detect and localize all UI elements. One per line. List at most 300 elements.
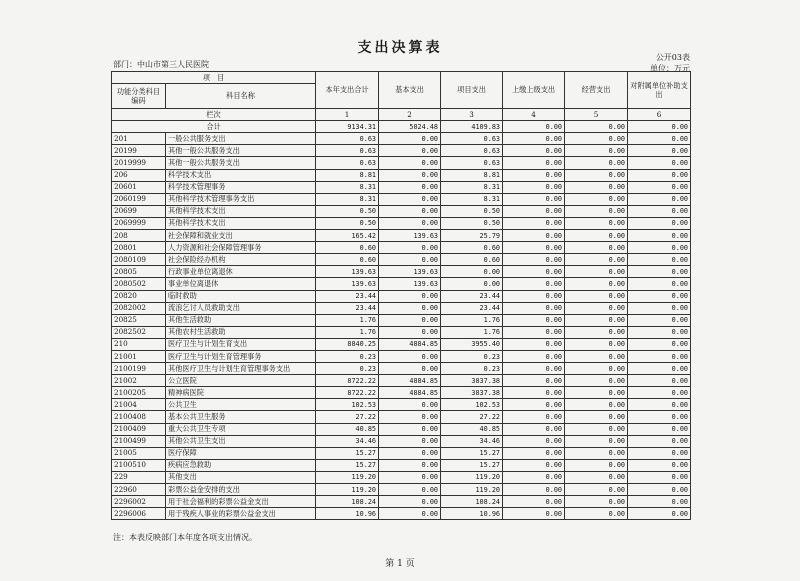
table-row <box>112 387 691 399</box>
row-value: 0.00 <box>628 266 691 278</box>
row-value: 0.00 <box>503 471 565 483</box>
row-value: 8722.22 <box>316 375 379 387</box>
total-value: 0.00 <box>565 121 628 133</box>
row-name: 其他医疗卫生与计划生育管理事务支出 <box>166 363 316 375</box>
row-code: 2082502 <box>112 326 166 338</box>
row-value: 0.00 <box>503 326 565 338</box>
row-value: 23.44 <box>316 302 379 314</box>
row-name: 重大公共卫生专项 <box>166 423 316 435</box>
row-value: 0.00 <box>503 145 565 157</box>
table-row <box>112 230 691 242</box>
row-value: 8840.25 <box>316 338 379 350</box>
row-value: 0.00 <box>628 435 691 447</box>
row-value: 102.53 <box>316 399 379 411</box>
header-col-2: 基本支出 <box>379 72 441 109</box>
col-number: 3 <box>441 109 503 121</box>
row-value: 0.00 <box>628 411 691 423</box>
row-value: 0.00 <box>503 411 565 423</box>
row-value: 139.63 <box>316 266 379 278</box>
row-value: 8.31 <box>316 181 379 193</box>
row-value: 0.00 <box>441 266 503 278</box>
row-value: 0.00 <box>565 435 628 447</box>
row-value: 139.63 <box>316 278 379 290</box>
row-value: 0.00 <box>503 338 565 350</box>
department-label: 部门：中山市第三人民医院 <box>113 60 209 69</box>
row-value: 0.00 <box>503 181 565 193</box>
row-name: 其他一般公共服务支出 <box>166 145 316 157</box>
row-value: 15.27 <box>441 459 503 471</box>
row-value: 0.00 <box>628 387 691 399</box>
row-value: 0.60 <box>316 254 379 266</box>
row-value: 0.00 <box>565 471 628 483</box>
row-value: 0.00 <box>379 508 441 520</box>
row-value: 0.00 <box>379 484 441 496</box>
row-value: 0.00 <box>379 459 441 471</box>
row-code: 21002 <box>112 375 166 387</box>
row-value: 0.50 <box>316 217 379 229</box>
header-col-6: 对附属单位补助支出 <box>628 72 691 109</box>
table-row <box>112 290 691 302</box>
row-value: 139.63 <box>379 230 441 242</box>
row-value: 0.00 <box>379 496 441 508</box>
row-value: 0.50 <box>441 217 503 229</box>
header-name: 科目名称 <box>166 84 316 109</box>
row-value: 0.23 <box>441 363 503 375</box>
row-value: 0.00 <box>379 157 441 169</box>
row-value: 10.96 <box>441 508 503 520</box>
row-value: 0.00 <box>628 314 691 326</box>
row-value: 0.00 <box>628 508 691 520</box>
col-number: 2 <box>379 109 441 121</box>
row-code: 2082002 <box>112 302 166 314</box>
table-row <box>112 435 691 447</box>
row-value: 0.00 <box>628 242 691 254</box>
row-value: 25.79 <box>441 230 503 242</box>
table-row <box>112 326 691 338</box>
row-name: 其他公共卫生支出 <box>166 435 316 447</box>
table-row <box>112 459 691 471</box>
row-value: 0.00 <box>379 363 441 375</box>
row-value: 8.31 <box>441 193 503 205</box>
row-value: 0.00 <box>503 133 565 145</box>
row-value: 15.27 <box>316 459 379 471</box>
row-value: 0.00 <box>379 326 441 338</box>
row-name: 医疗卫生与计划生育支出 <box>166 338 316 350</box>
row-value: 0.00 <box>565 496 628 508</box>
row-value: 165.42 <box>316 230 379 242</box>
row-value: 1.76 <box>441 326 503 338</box>
row-code: 2100409 <box>112 423 166 435</box>
row-value: 0.00 <box>565 278 628 290</box>
table-row <box>112 242 691 254</box>
row-code: 210 <box>112 338 166 350</box>
row-name: 基本公共卫生服务 <box>166 411 316 423</box>
table-body <box>112 133 691 520</box>
row-value: 34.46 <box>441 435 503 447</box>
row-value: 0.00 <box>565 484 628 496</box>
expenditure-table <box>111 71 691 520</box>
table-row <box>112 350 691 362</box>
row-name: 其他科学技术支出 <box>166 205 316 217</box>
row-value: 1.76 <box>316 326 379 338</box>
table-row <box>112 508 691 520</box>
row-name: 社会保障和就业支出 <box>166 230 316 242</box>
row-value: 0.00 <box>628 399 691 411</box>
row-code: 21004 <box>112 399 166 411</box>
total-value: 9134.31 <box>316 121 379 133</box>
row-value: 0.00 <box>379 181 441 193</box>
row-value: 0.00 <box>565 387 628 399</box>
row-code: 20801 <box>112 242 166 254</box>
table-row <box>112 496 691 508</box>
row-value: 0.00 <box>379 217 441 229</box>
row-code: 2100499 <box>112 435 166 447</box>
table-row <box>112 314 691 326</box>
col-number: 6 <box>628 109 691 121</box>
row-value: 0.00 <box>628 302 691 314</box>
row-value: 0.00 <box>565 181 628 193</box>
row-value: 0.00 <box>628 217 691 229</box>
total-value: 5024.48 <box>379 121 441 133</box>
row-name: 用于残疾人事业的彩票公益金支出 <box>166 508 316 520</box>
header-col-5: 经营支出 <box>565 72 628 109</box>
row-value: 0.00 <box>628 350 691 362</box>
row-value: 0.00 <box>628 205 691 217</box>
row-value: 0.00 <box>503 230 565 242</box>
row-value: 0.63 <box>441 145 503 157</box>
row-value: 0.00 <box>565 363 628 375</box>
table-row <box>112 411 691 423</box>
row-value: 3837.38 <box>441 387 503 399</box>
table-row <box>112 447 691 459</box>
row-value: 0.23 <box>441 350 503 362</box>
row-value: 0.00 <box>379 133 441 145</box>
header-code: 功能分类科目编码 <box>112 84 166 109</box>
row-code: 2100199 <box>112 363 166 375</box>
row-value: 0.00 <box>379 435 441 447</box>
row-value: 119.20 <box>441 484 503 496</box>
table-row <box>112 205 691 217</box>
row-value: 0.00 <box>503 484 565 496</box>
row-value: 0.00 <box>503 278 565 290</box>
row-value: 4884.85 <box>379 375 441 387</box>
row-value: 8.31 <box>316 193 379 205</box>
row-value: 0.00 <box>503 435 565 447</box>
row-value: 3955.40 <box>441 338 503 350</box>
row-value: 0.00 <box>503 205 565 217</box>
row-value: 0.00 <box>565 242 628 254</box>
row-code: 20820 <box>112 290 166 302</box>
row-value: 0.50 <box>441 205 503 217</box>
row-value: 0.00 <box>628 157 691 169</box>
row-code: 229 <box>112 471 166 483</box>
row-value: 0.00 <box>379 411 441 423</box>
row-value: 23.44 <box>316 290 379 302</box>
row-value: 0.00 <box>379 399 441 411</box>
row-value: 0.63 <box>441 133 503 145</box>
row-name: 人力资源和社会保障管理事务 <box>166 242 316 254</box>
row-value: 15.27 <box>316 447 379 459</box>
row-value: 0.00 <box>565 459 628 471</box>
row-value: 0.00 <box>565 205 628 217</box>
table-row <box>112 484 691 496</box>
total-value: 0.00 <box>503 121 565 133</box>
row-value: 3837.38 <box>441 375 503 387</box>
row-value: 0.00 <box>503 508 565 520</box>
row-value: 0.00 <box>628 447 691 459</box>
row-value: 0.00 <box>379 302 441 314</box>
row-name: 公共卫生 <box>166 399 316 411</box>
row-name: 其他生活救助 <box>166 314 316 326</box>
table-row <box>112 375 691 387</box>
table-row <box>112 266 691 278</box>
row-value: 0.00 <box>379 471 441 483</box>
row-value: 0.00 <box>503 254 565 266</box>
row-value: 0.00 <box>503 290 565 302</box>
row-code: 208 <box>112 230 166 242</box>
row-value: 4884.85 <box>379 387 441 399</box>
row-value: 0.00 <box>628 290 691 302</box>
row-value: 0.00 <box>503 447 565 459</box>
row-value: 0.00 <box>628 145 691 157</box>
row-value: 0.00 <box>565 447 628 459</box>
row-name: 临时救助 <box>166 290 316 302</box>
row-value: 0.00 <box>503 399 565 411</box>
row-code: 21005 <box>112 447 166 459</box>
row-value: 139.63 <box>379 278 441 290</box>
row-value: 0.00 <box>565 423 628 435</box>
row-code: 2296002 <box>112 496 166 508</box>
table-row <box>112 145 691 157</box>
total-value: 4109.83 <box>441 121 503 133</box>
table-row <box>112 423 691 435</box>
row-value: 0.00 <box>565 169 628 181</box>
row-value: 108.24 <box>316 496 379 508</box>
row-value: 0.00 <box>379 193 441 205</box>
row-name: 事业单位离退休 <box>166 278 316 290</box>
row-value: 0.00 <box>503 459 565 471</box>
row-code: 20805 <box>112 266 166 278</box>
row-value: 0.00 <box>379 290 441 302</box>
row-value: 0.00 <box>565 338 628 350</box>
row-value: 0.60 <box>441 242 503 254</box>
row-value: 0.00 <box>628 338 691 350</box>
row-value: 8.81 <box>441 169 503 181</box>
row-value: 0.00 <box>565 302 628 314</box>
row-name: 其他支出 <box>166 471 316 483</box>
row-value: 0.00 <box>379 205 441 217</box>
row-value: 27.22 <box>316 411 379 423</box>
row-value: 0.63 <box>316 157 379 169</box>
row-value: 0.00 <box>379 242 441 254</box>
row-value: 0.00 <box>565 254 628 266</box>
row-value: 0.00 <box>565 266 628 278</box>
row-value: 0.00 <box>503 302 565 314</box>
row-value: 0.63 <box>316 133 379 145</box>
row-code: 2019999 <box>112 157 166 169</box>
row-value: 0.00 <box>503 266 565 278</box>
row-value: 0.23 <box>316 363 379 375</box>
table-row <box>112 217 691 229</box>
table-row <box>112 181 691 193</box>
row-name: 精神病医院 <box>166 387 316 399</box>
header-column-index-label: 栏次 <box>112 109 316 121</box>
row-value: 0.00 <box>565 314 628 326</box>
row-value: 0.00 <box>628 496 691 508</box>
row-name: 其他一般公共服务支出 <box>166 157 316 169</box>
table-row <box>112 254 691 266</box>
row-value: 0.00 <box>565 326 628 338</box>
table-row <box>112 471 691 483</box>
row-value: 0.00 <box>628 459 691 471</box>
row-value: 0.00 <box>565 157 628 169</box>
row-value: 0.00 <box>628 375 691 387</box>
form-code: 公开03表 <box>655 53 690 62</box>
row-name: 一般公共服务支出 <box>166 133 316 145</box>
row-value: 23.44 <box>441 302 503 314</box>
row-value: 1.76 <box>316 314 379 326</box>
row-code: 2100510 <box>112 459 166 471</box>
row-value: 0.00 <box>565 230 628 242</box>
table-row <box>112 399 691 411</box>
row-code: 2296006 <box>112 508 166 520</box>
row-value: 0.63 <box>441 157 503 169</box>
row-value: 0.00 <box>503 193 565 205</box>
row-value: 0.00 <box>628 363 691 375</box>
row-name: 其他农村生活救助 <box>166 326 316 338</box>
row-value: 0.00 <box>565 133 628 145</box>
table-row <box>112 302 691 314</box>
header-col-1: 本年支出合计 <box>316 72 379 109</box>
row-name: 科学技术管理事务 <box>166 181 316 193</box>
row-value: 0.00 <box>628 484 691 496</box>
total-value: 0.00 <box>628 121 691 133</box>
row-name: 行政事业单位离退休 <box>166 266 316 278</box>
col-number: 5 <box>565 109 628 121</box>
row-value: 0.00 <box>628 326 691 338</box>
row-value: 0.00 <box>379 423 441 435</box>
row-code: 206 <box>112 169 166 181</box>
row-name: 疾病应急救助 <box>166 459 316 471</box>
row-value: 0.60 <box>316 242 379 254</box>
page-title: 支出决算表 <box>357 40 443 56</box>
table-row <box>112 363 691 375</box>
row-value: 0.00 <box>565 217 628 229</box>
row-value: 0.00 <box>565 290 628 302</box>
row-value: 1.76 <box>441 314 503 326</box>
table-row <box>112 193 691 205</box>
row-value: 0.00 <box>628 471 691 483</box>
row-value: 27.22 <box>441 411 503 423</box>
row-code: 22960 <box>112 484 166 496</box>
row-value: 8722.22 <box>316 387 379 399</box>
row-value: 0.00 <box>379 254 441 266</box>
row-value: 0.00 <box>379 145 441 157</box>
row-value: 0.00 <box>565 193 628 205</box>
row-value: 0.00 <box>628 181 691 193</box>
row-name: 医疗保障 <box>166 447 316 459</box>
row-value: 8.81 <box>316 169 379 181</box>
col-number: 4 <box>503 109 565 121</box>
row-code: 2100205 <box>112 387 166 399</box>
row-value: 0.00 <box>628 254 691 266</box>
row-value: 0.00 <box>379 314 441 326</box>
table-row <box>112 133 691 145</box>
row-value: 8.31 <box>441 181 503 193</box>
row-value: 0.00 <box>503 217 565 229</box>
row-value: 34.46 <box>316 435 379 447</box>
row-value: 119.20 <box>316 484 379 496</box>
row-code: 21001 <box>112 350 166 362</box>
row-value: 102.53 <box>441 399 503 411</box>
row-value: 0.00 <box>565 508 628 520</box>
row-value: 10.96 <box>316 508 379 520</box>
total-label: 合计 <box>112 121 316 133</box>
row-value: 0.00 <box>503 496 565 508</box>
row-value: 0.00 <box>628 230 691 242</box>
row-value: 0.00 <box>503 363 565 375</box>
row-value: 108.24 <box>441 496 503 508</box>
header-col-3: 项目支出 <box>441 72 503 109</box>
row-name: 其他科学技术管理事务支出 <box>166 193 316 205</box>
page-number: 第 1 页 <box>385 559 415 569</box>
footnote: 注：本表反映部门本年度各项支出情况。 <box>113 533 257 542</box>
row-value: 0.00 <box>628 278 691 290</box>
row-value: 0.00 <box>379 350 441 362</box>
row-name: 流浪乞讨人员救助支出 <box>166 302 316 314</box>
row-name: 彩票公益金安排的支出 <box>166 484 316 496</box>
header-col-4: 上缴上级支出 <box>503 72 565 109</box>
row-value: 40.85 <box>441 423 503 435</box>
row-value: 0.00 <box>628 133 691 145</box>
row-value: 0.00 <box>628 193 691 205</box>
row-value: 40.85 <box>316 423 379 435</box>
row-value: 0.00 <box>503 242 565 254</box>
row-value: 0.00 <box>565 350 628 362</box>
row-value: 119.20 <box>316 471 379 483</box>
row-code: 2080502 <box>112 278 166 290</box>
row-value: 0.00 <box>379 447 441 459</box>
row-value: 119.20 <box>441 471 503 483</box>
row-code: 20699 <box>112 205 166 217</box>
row-code: 2100408 <box>112 411 166 423</box>
row-name: 用于社会福利的彩票公益金支出 <box>166 496 316 508</box>
table-row <box>112 338 691 350</box>
col-number: 1 <box>316 109 379 121</box>
table-row <box>112 278 691 290</box>
row-value: 0.00 <box>565 411 628 423</box>
row-value: 0.63 <box>316 145 379 157</box>
row-value: 23.44 <box>441 290 503 302</box>
row-value: 0.60 <box>441 254 503 266</box>
row-code: 2060199 <box>112 193 166 205</box>
row-value: 0.00 <box>565 399 628 411</box>
row-name: 科学技术支出 <box>166 169 316 181</box>
row-value: 0.00 <box>503 387 565 399</box>
row-value: 0.00 <box>565 375 628 387</box>
row-name: 公立医院 <box>166 375 316 387</box>
row-value: 0.00 <box>379 169 441 181</box>
table-row <box>112 169 691 181</box>
row-value: 139.63 <box>379 266 441 278</box>
row-value: 0.00 <box>441 278 503 290</box>
row-value: 0.00 <box>503 375 565 387</box>
row-code: 201 <box>112 133 166 145</box>
row-name: 医疗卫生与计划生育管理事务 <box>166 350 316 362</box>
row-code: 20825 <box>112 314 166 326</box>
unit-label: 单位：万元 <box>650 64 690 73</box>
row-value: 4884.85 <box>379 338 441 350</box>
